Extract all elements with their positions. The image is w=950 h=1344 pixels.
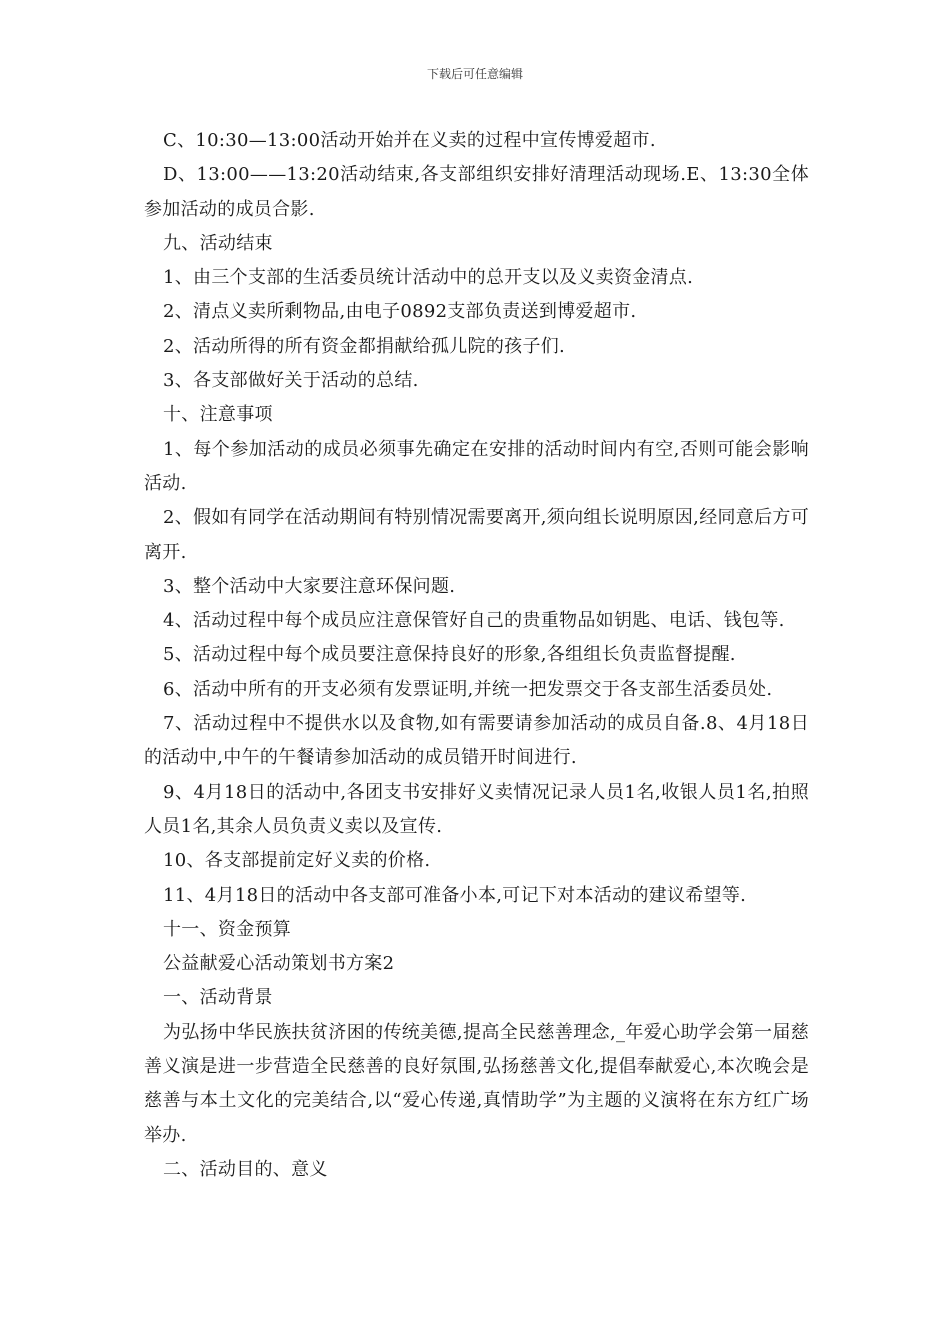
paragraph-note-9: 9、4月18日的活动中,各团支书安排好义卖情况记录人员1名,收银人员1名,拍照人员1名,其余人员负责义卖以及宣传. [144,781,809,837]
document-subtitle-plan-2: 公益献爱心活动策划书方案2 [163,953,395,975]
paragraph-schedule-c: C、10:30—13:00活动开始并在义卖的过程中宣传博爱超市. [163,130,656,151]
paragraph-note-5: 5、活动过程中每个成员要注意保持良好的形象,各组组长负责监督提醒. [163,644,736,666]
paragraph-background: 为弘扬中华民族扶贫济困的传统美德,提高全民慈善理念,_年爱心助学会第一届慈善义演是进一步营造全民慈善的良好氛围,弘扬慈善文化,提倡奉献爱心,本次晚会是慈善与本土文化的完美结合,以“爱心传递,真情助学”为主题的义演将在东方红广场举办. [144,1021,809,1146]
paragraph-note-10: 10、各支部提前定好义卖的价格. [163,850,431,872]
paragraph-note-3: 3、整个活动中大家要注意环保问题. [163,575,456,597]
paragraph-schedule-d-e: D、13:00——13:20活动结束,各支部组织安排好清理活动现场.E、13:30全体参加活动的成员合影. [144,164,809,220]
paragraph-end-item-1: 1、由三个支部的生活委员统计活动中的总开支以及义卖资金清点. [163,267,694,289]
paragraph-end-item-2b: 2、活动所得的所有资金都捐献给孤儿院的孩子们. [163,335,566,357]
section-heading-budget: 十一、资金预算 [163,918,292,940]
paragraph-note-4: 4、活动过程中每个成员应注意保管好自己的贵重物品如钥匙、电话、钱包等. [163,610,785,632]
paragraph-note-1: 1、每个参加活动的成员必须事先确定在安排的活动时间内有空,否则可能会影响活动. [144,438,809,494]
section-heading-purpose: 二、活动目的、意义 [163,1158,328,1180]
paragraph-note-7-8: 7、活动过程中不提供水以及食物,如有需要请参加活动的成员自备.8、4月18日的活动中,中午的午餐请参加活动的成员错开时间进行. [144,713,809,769]
paragraph-end-item-2: 2、清点义卖所剩物品,由电子0892支部负责送到博爱超市. [163,301,637,323]
document-body [144,124,809,1187]
section-heading-activity-end: 九、活动结束 [163,232,273,254]
paragraph-note-6: 6、活动中所有的开支必须有发票证明,并统一把发票交于各支部生活委员处. [163,678,773,700]
section-heading-notes: 十、注意事项 [163,404,273,426]
paragraph-end-item-3: 3、各支部做好关于活动的总结. [163,370,419,392]
paragraph-note-11: 11、4月18日的活动中各支部可准备小本,可记下对本活动的建议希望等. [163,884,747,906]
paragraph-note-2: 2、假如有同学在活动期间有特别情况需要离开,须向组长说明原因,经同意后方可离开. [144,507,809,563]
section-heading-background: 一、活动背景 [163,987,273,1009]
page-header-note: 下载后可任意编辑 [426,67,523,81]
